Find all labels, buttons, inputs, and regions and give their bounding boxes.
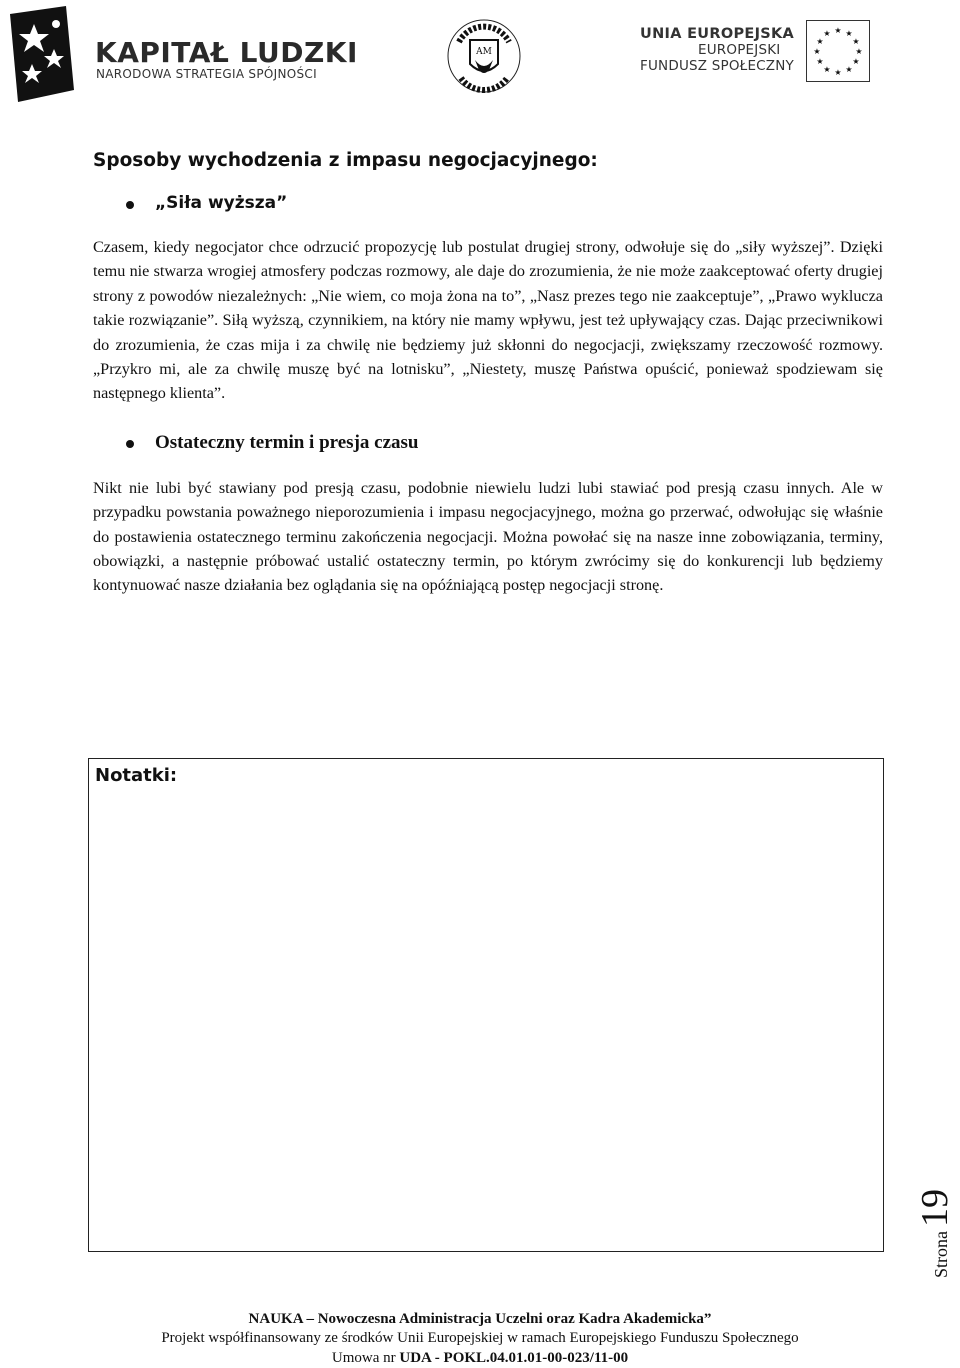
svg-text:★: ★ bbox=[834, 26, 842, 35]
bullet-label: „Siła wyższa” bbox=[155, 193, 288, 213]
paragraph-ostateczny-termin: Nikt nie lubi być stawiany pod presją czasu, podobnie niewielu ludzi lubi stawiać pod presją czasu innych. Ale w przypadku powstania poważnego nieporozumienia i impasu negocjacyjnego, można go przerwać, odwołując się właśnie do postawienia ostatecznego terminu zakończenia negocjacji. Można powołać się na nasze inne zobowiązania, terminy, obowiązki, a następnie próbować ustalić ostateczny termin, po którym zwrócimy się do konkurencji lub będziemy kontynuować nasze działania bez oglądania się na opóźniającą postęp negocjacji stronę. bbox=[93, 478, 883, 595]
ue-line3: FUNDUSZ SPOŁECZNY bbox=[640, 58, 795, 74]
bullet-ostateczny-termin bbox=[93, 432, 883, 454]
footer-contract-prefix: Umowa nr bbox=[331, 1350, 400, 1366]
bullet-icon bbox=[126, 440, 134, 448]
footer-contract-number: UDA - POKL.04.01.01-00-023/11-00 bbox=[399, 1350, 629, 1366]
svg-text:★: ★ bbox=[855, 47, 863, 56]
bullet-label: Ostateczny termin i presja czasu bbox=[155, 431, 419, 453]
akademia-morska-logo bbox=[445, 12, 523, 100]
page-header bbox=[0, 0, 960, 110]
page-number bbox=[905, 1160, 960, 1278]
svg-text:AM: AM bbox=[476, 47, 492, 57]
ue-text-block bbox=[640, 26, 798, 74]
footer-line2: Projekt współfinansowany ze środków Unii Europejskiej w ramach Europejskiego Funduszu Społecznego bbox=[161, 1330, 799, 1346]
ue-line2: EUROPEJSKI bbox=[698, 42, 781, 58]
kapital-ludzki-subtitle: NARODOWA STRATEGIA SPÓJNOŚCI bbox=[96, 67, 317, 81]
kapital-ludzki-logo bbox=[4, 4, 84, 104]
footer-line3 bbox=[0, 1348, 960, 1368]
svg-text:★: ★ bbox=[823, 65, 831, 74]
svg-text:★: ★ bbox=[823, 29, 831, 38]
svg-text:★: ★ bbox=[816, 57, 824, 66]
ue-line1: UNIA EUROPEJSKA bbox=[640, 26, 795, 42]
svg-text:★: ★ bbox=[845, 29, 853, 38]
section-heading: Sposoby wychodzenia z impasu negocjacyjnego: bbox=[93, 150, 598, 171]
main-content bbox=[93, 150, 883, 598]
eu-flag-icon bbox=[806, 20, 870, 82]
svg-text:★: ★ bbox=[845, 65, 853, 74]
svg-text:★: ★ bbox=[834, 68, 842, 77]
notes-label: Notatki: bbox=[95, 765, 178, 786]
paragraph-sila-wyzsza: Czasem, kiedy negocjator chce odrzucić propozycję lub postulat drugiej strony, odwołuje się do „siły wyższej”. Dzięki temu nie stwarza wrogiej atmosfery podczas rozmowy, ale daje do zrozumienia, że nie może zaakceptować oferty drugiej strony z powodów niezależnych: „Nie wiem, co moja żona na to”, „Nasz prezes tego nie zaakceptuje”, „Prawo wyklucza takie rozwiązanie”. Siłą wyższą, czynnikiem, na który nie mamy wpływu, jest też upływający czas. Dając przeciwnikowi do zrozumienia, że czas mija i za chwilę nie będziemy już skłonni do negocjacji, zwiększamy rzeczowość rozmowy. „Przykro mi, ale za chwilę muszę być na lotnisku”, „Niestety, muszę Państwa opuścić, ponieważ spodziewam się następnego klienta”. bbox=[93, 238, 883, 403]
page-number-value: 19 bbox=[914, 1189, 956, 1227]
bullet-icon bbox=[126, 201, 134, 209]
bullet-sila-wyzsza bbox=[93, 193, 883, 213]
footer-line1: NAUKA – Nowoczesna Administracja Uczelni oraz Kadra Akademicka” bbox=[248, 1311, 712, 1327]
svg-text:★: ★ bbox=[852, 57, 860, 66]
kapital-ludzki-title: KAPITAŁ LUDZKI bbox=[95, 36, 358, 69]
page-word: Strona bbox=[931, 1231, 951, 1278]
notes-box[interactable] bbox=[88, 758, 884, 1252]
svg-text:★: ★ bbox=[813, 47, 821, 56]
page-footer bbox=[0, 1310, 960, 1368]
svg-text:★: ★ bbox=[852, 37, 860, 46]
svg-text:★: ★ bbox=[816, 37, 824, 46]
